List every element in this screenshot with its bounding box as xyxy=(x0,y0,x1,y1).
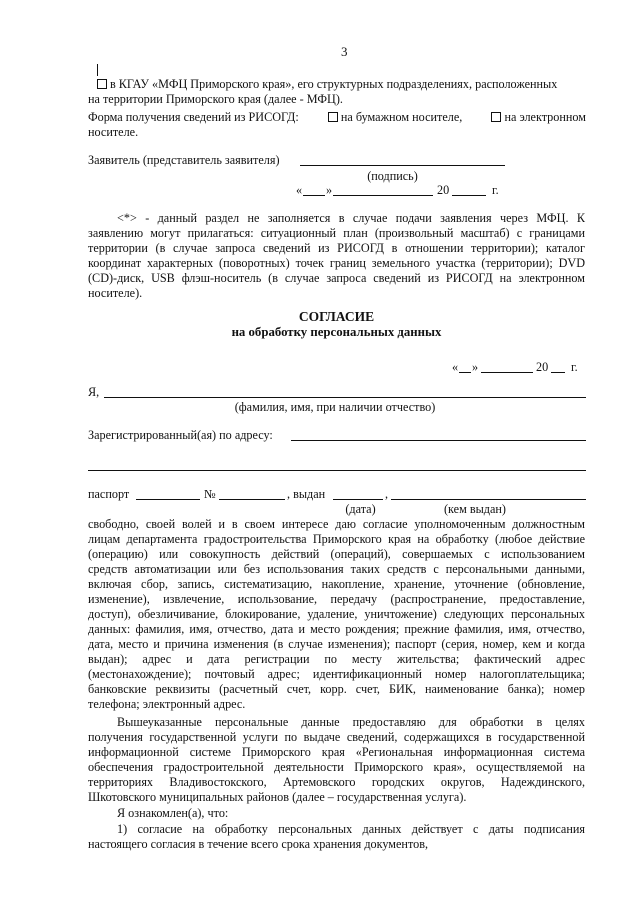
consent-title: СОГЛАСИЕ xyxy=(298,309,375,324)
body-line-12: банковские реквизиты (расчетный счет, корр. счет, БИК, наименование банка); номер xyxy=(88,682,585,696)
body-line-3: (операцию) или совокупность действий (операций), совершаемых с использованием xyxy=(88,547,585,561)
address-field-line2[interactable] xyxy=(88,470,586,471)
applicant-label: Заявитель (представитель заявителя) xyxy=(88,153,280,167)
date-caption: (дата) xyxy=(345,502,376,516)
issued-label: , выдан xyxy=(287,487,326,501)
body-line-8: данных: фамилия, имя, отчество, дата и место рождения; прежние фамилия, имя, отчество, xyxy=(88,622,585,636)
para2-line-3: информационной системе Приморского края «Региональная информационная система xyxy=(88,745,585,759)
body-line-11: (местонахождение); почтовый адрес; идентификационный номер налогоплательщика; xyxy=(88,667,585,681)
margin-mark xyxy=(97,64,98,76)
issue-date-field[interactable] xyxy=(333,499,383,500)
issuer-field[interactable] xyxy=(391,499,586,500)
passport-number-field[interactable] xyxy=(219,499,285,500)
consent-year-prefix: 20 xyxy=(536,360,549,374)
note-line-5: (CD)-диск, USB флэш-носитель (в случае запроса сведений из РИСОГД на электронном xyxy=(88,271,585,285)
para2-last-line: Шкотовского муниципальных районов (далее – государственная услуга). xyxy=(88,790,467,804)
applicant-day-field[interactable] xyxy=(303,195,325,196)
body-line-1: свободно, своей волей и в своем интересе даю согласие уполномоченным должностным xyxy=(88,517,585,531)
consent-date-close: » xyxy=(472,360,479,374)
body-line-10: выдан); адрес и дата регистрации по месту жительства; фактический адрес xyxy=(88,652,585,666)
item1-line-2: настоящего согласия в течение всего срока хранения документов, xyxy=(88,837,429,851)
mfc-option-line2: на территории Приморского края (далее - МФЦ). xyxy=(88,92,343,106)
note-line-4: координат характерных (поворотных) точек границ земельного участка (территории); DVD xyxy=(88,256,585,270)
consent-date-open: « xyxy=(452,360,459,374)
name-caption: (фамилия, имя, при наличии отчество) xyxy=(234,400,436,414)
checkbox-mfc[interactable] xyxy=(97,79,107,89)
consent-year-suffix: г. xyxy=(571,360,578,374)
para2-line-5: территориях Владивостокского, Артемовского городских округов, Надеждинского, xyxy=(88,775,585,789)
applicant-year-suffix: г. xyxy=(492,183,499,197)
applicant-year-prefix: 20 xyxy=(437,183,450,197)
body-line-4: средств автоматизации или без использования таких средств с персональными данными, xyxy=(88,562,585,576)
electronic-option: на электронном xyxy=(504,110,586,124)
acknowledged-line: Я ознакомлен(а), что: xyxy=(117,806,229,820)
address-label: Зарегистрированный(ая) по адресу: xyxy=(88,428,273,442)
i-label: Я, xyxy=(88,385,100,399)
applicant-month-field[interactable] xyxy=(333,195,433,196)
address-field[interactable] xyxy=(291,440,586,441)
body-line-2: лицам департамента градостроительства Приморского края на обработку (любое действие xyxy=(88,532,585,546)
applicant-year-field[interactable] xyxy=(452,195,486,196)
note-line-3: территории (в случае запроса сведений из РИСОГД в отношении территории); каталог xyxy=(88,241,585,255)
number-label: № xyxy=(204,487,216,501)
para2-line-1: Вышеуказанные персональные данные предоставляю для обработки в целях xyxy=(117,715,585,729)
checkbox-electronic[interactable] xyxy=(491,112,501,122)
applicant-date-open: « xyxy=(296,183,303,197)
note-line-2: заявлению могут прилагаться: ситуационный план (произвольный масштаб) с границами xyxy=(88,226,585,240)
mfc-option-line1 xyxy=(97,77,585,92)
issuer-caption: (кем выдан) xyxy=(444,502,506,516)
applicant-signature-field[interactable] xyxy=(300,165,505,166)
passport-comma: , xyxy=(385,487,389,501)
paper-option: на бумажном носителе, xyxy=(340,110,463,124)
passport-series-field[interactable] xyxy=(136,499,200,500)
applicant-date-close: » xyxy=(326,183,333,197)
passport-label: паспорт xyxy=(88,487,130,501)
full-name-field[interactable] xyxy=(104,397,586,398)
item1-line-1: 1) согласие на обработку персональных данных действует с даты подписания xyxy=(117,822,585,836)
body-line-9: дата, место и причина изменения (в случае изменения); паспорт (серия, номер, кем и когда xyxy=(88,637,585,651)
note-line-1: <*> - данный раздел не заполняется в случае подачи заявления через МФЦ. К xyxy=(117,211,585,225)
mfc-option-text: в КГАУ «МФЦ Приморского края», его структурных подразделениях, расположенных xyxy=(110,77,558,91)
body-line-6: изменение), извлечение, использование, передачу (распространение, предоставление, xyxy=(88,592,585,606)
form-receipt-label: Форма получения сведений из РИСОГД: xyxy=(88,110,299,124)
consent-subtitle: на обработку персональных данных xyxy=(231,325,442,339)
consent-day-field[interactable] xyxy=(459,372,471,373)
form-receipt-cont: носителе. xyxy=(88,125,139,139)
signature-caption: (подпись) xyxy=(367,169,418,183)
body-last-line: телефона; электронный адрес. xyxy=(88,697,246,711)
form-receipt-row xyxy=(88,110,586,125)
checkbox-paper[interactable] xyxy=(328,112,338,122)
body-line-7: доступ), обезличивание, блокирование, удаление, уничтожение) следующих персональных xyxy=(88,607,585,621)
consent-year-field[interactable] xyxy=(551,372,565,373)
note-line-6: носителе). xyxy=(88,286,143,300)
body-line-5: включая сбор, запись, систематизацию, накопление, хранение, уточнение (обновление, xyxy=(88,577,585,591)
para2-line-2: получения государственной услуги по выдаче сведений, содержащихся в государственной xyxy=(88,730,585,744)
consent-month-field[interactable] xyxy=(481,372,533,373)
page-number: 3 xyxy=(341,44,348,59)
para2-line-4: обеспечения градостроительной деятельности Приморского края», осуществляемой на xyxy=(88,760,585,774)
